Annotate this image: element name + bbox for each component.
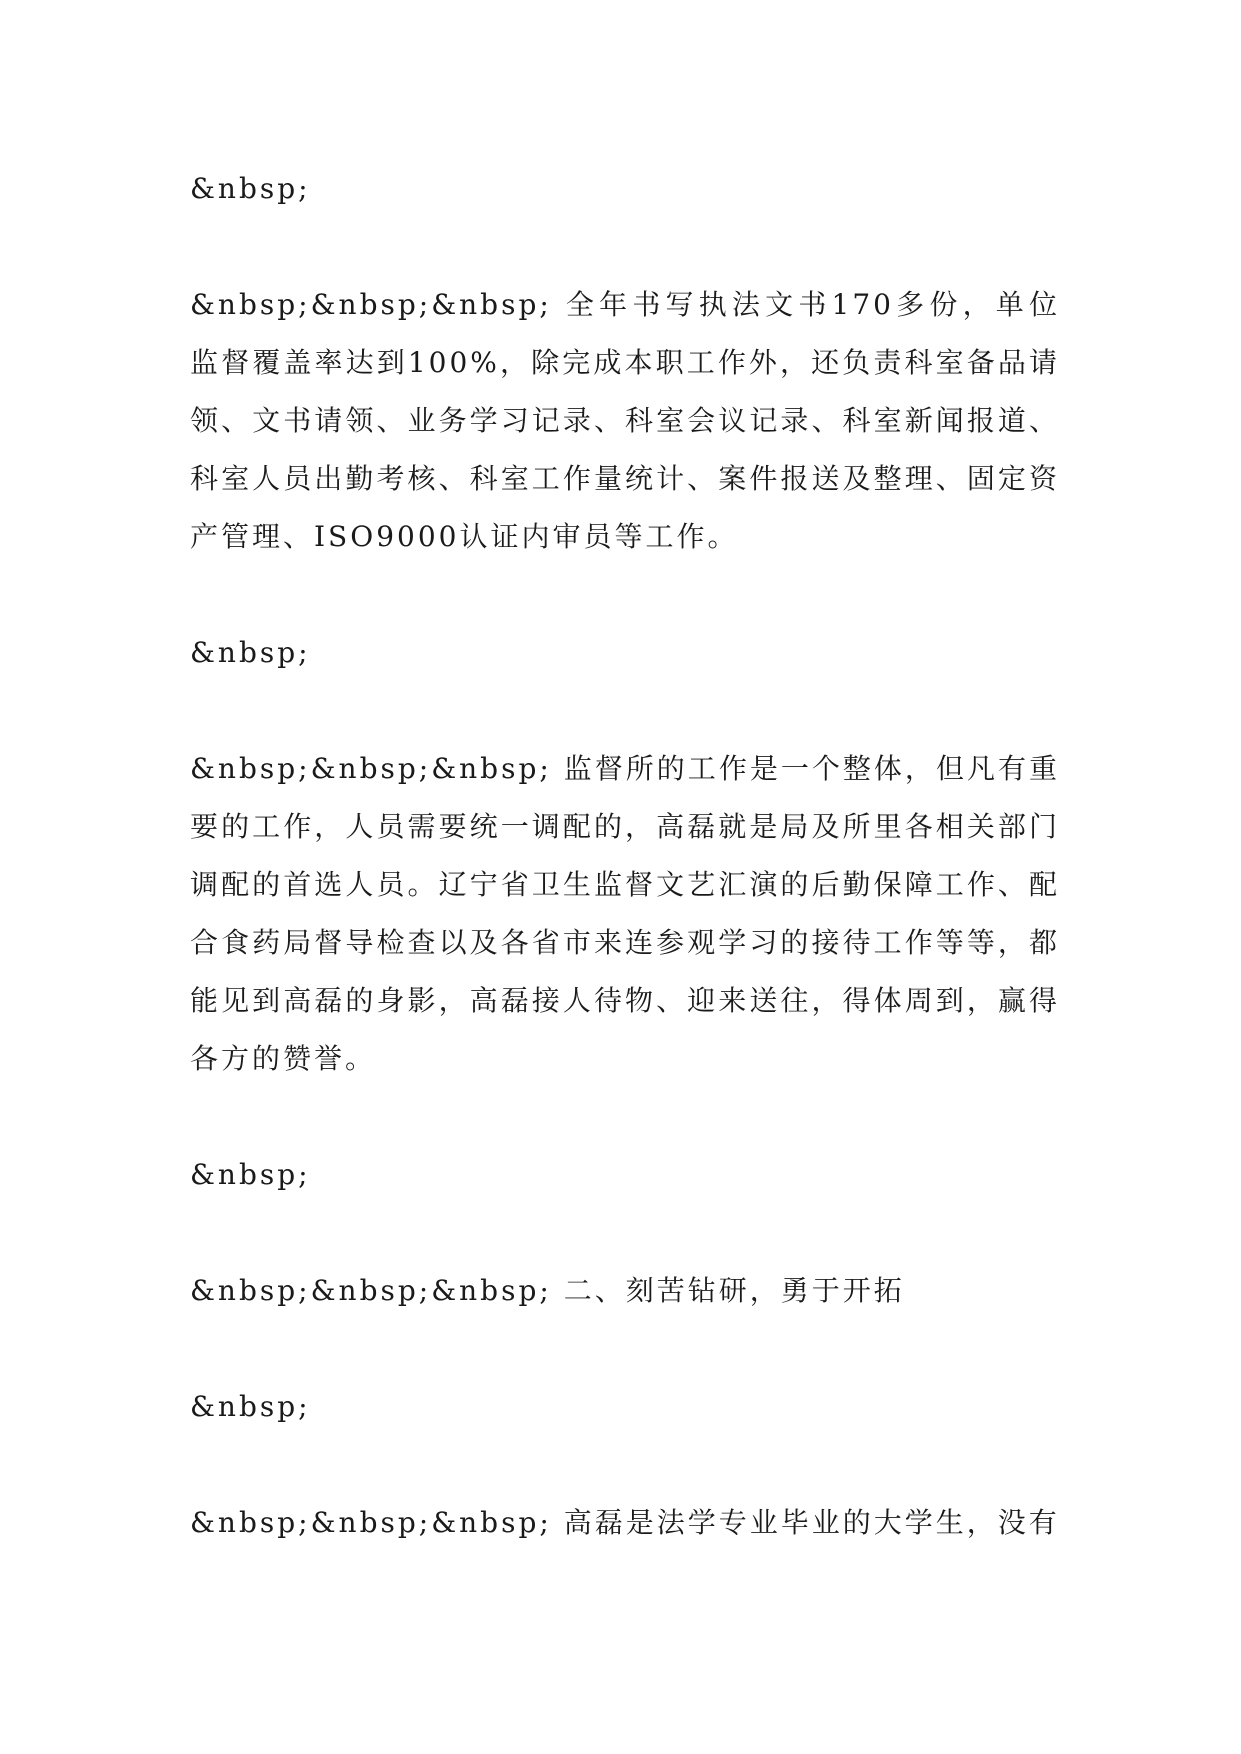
paragraph-spacer: &nbsp; [190,1158,311,1191]
paragraph-enforcement-work: &nbsp;&nbsp;&nbsp; 全年书写执法文书170多份，单位监督覆盖率达到100%，除完成本职工作外，还负责科室备品请领、文书请领、业务学习记录、科室会议记录、科室新闻报道、科室人员出勤考核、科室工作量统计、案件报送及整理、固定资产管理、ISO9000认证内审员等工作。 [190,288,1060,553]
paragraph-education: &nbsp;&nbsp;&nbsp; 高磊是法学专业毕业的大学生，没有 [190,1506,1060,1539]
paragraph-spacer: &nbsp; [190,172,311,205]
document-body [190,160,1060,1552]
paragraph-team-work: &nbsp;&nbsp;&nbsp; 监督所的工作是一个整体，但凡有重要的工作，人员需要统一调配的，高磊就是局及所里各相关部门调配的首选人员。辽宁省卫生监督文艺汇演的后勤保障工作、配合食药局督导检查以及各省市来连参观学习的接待工作等等，都能见到高磊的身影，高磊接人待物、迎来送往，得体周到，赢得各方的赞誉。 [190,752,1060,1075]
paragraph-spacer: &nbsp; [190,1390,311,1423]
section-heading: &nbsp;&nbsp;&nbsp; 二、刻苦钻研，勇于开拓 [190,1274,905,1307]
paragraph-spacer: &nbsp; [190,636,311,669]
